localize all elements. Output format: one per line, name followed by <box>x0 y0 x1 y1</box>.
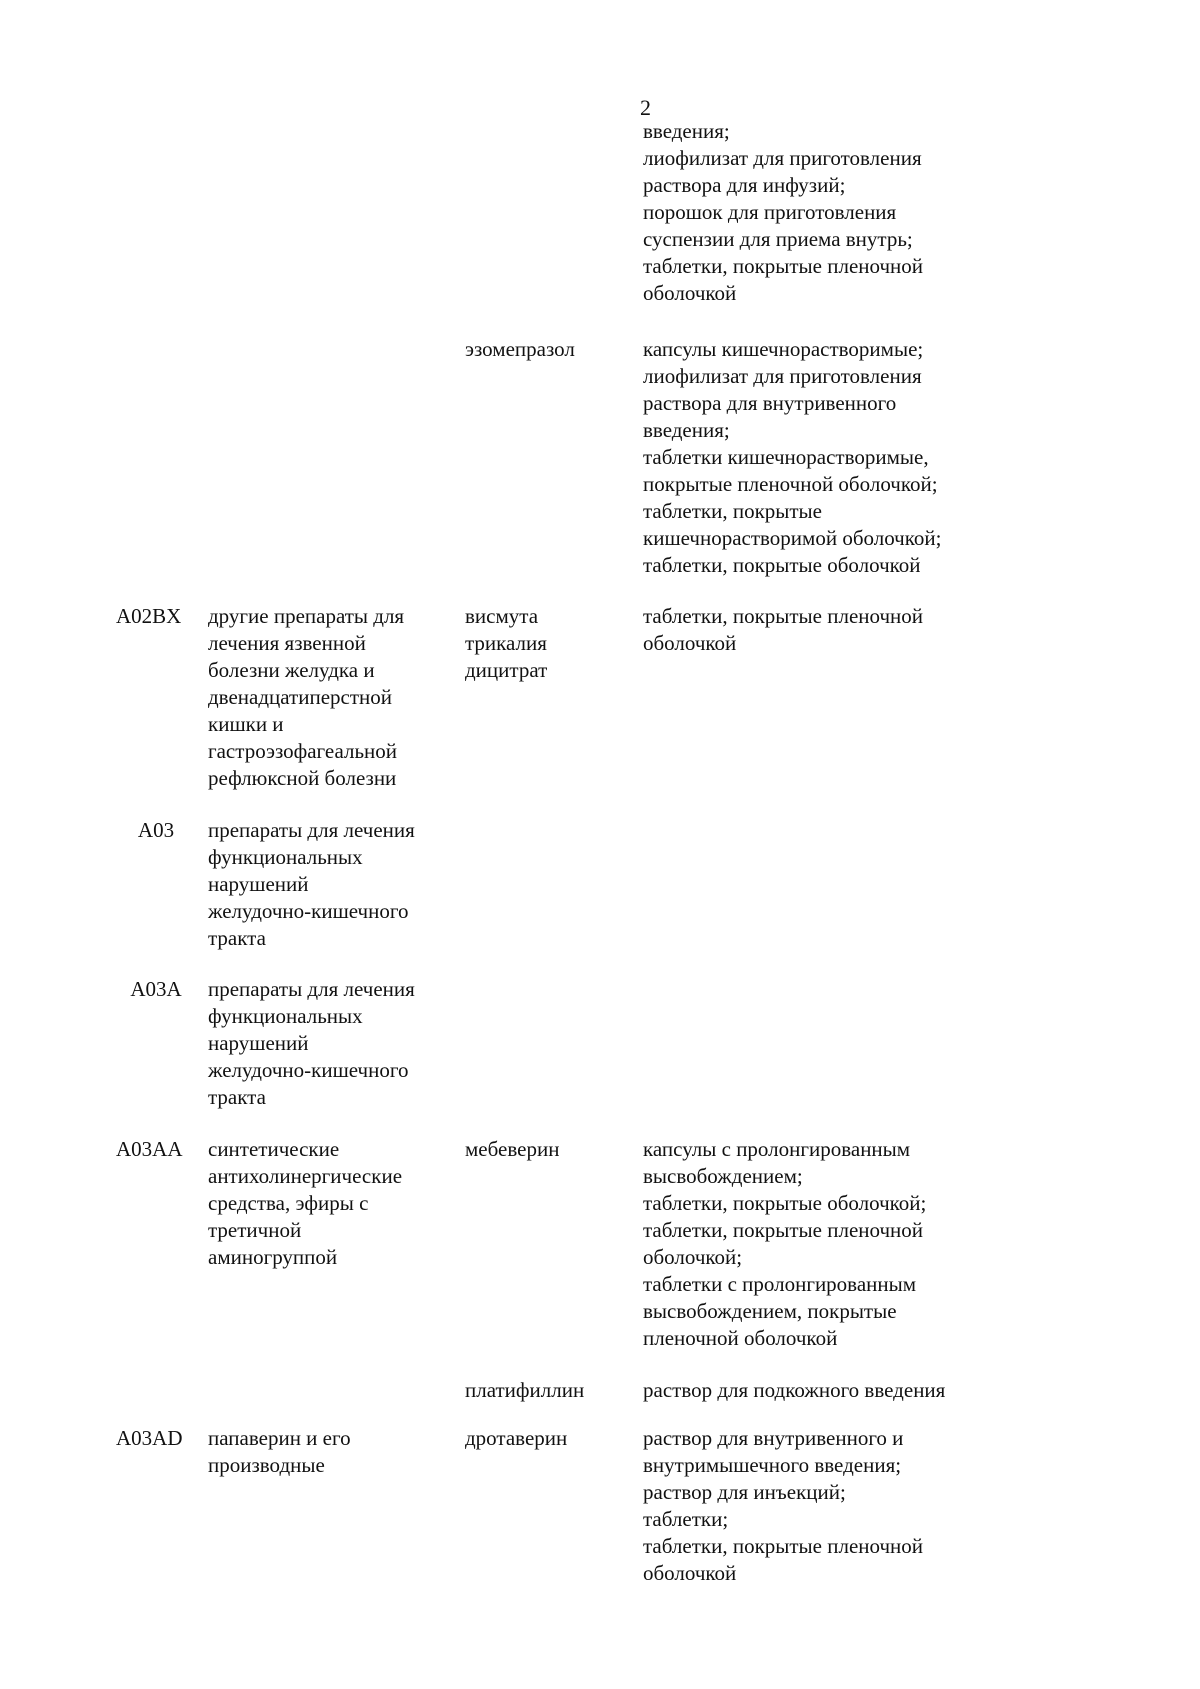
form-line: внутримышечного введения; <box>643 1453 902 1477</box>
group-line: третичной <box>208 1218 302 1242</box>
form-line: таблетки, покрытые оболочкой; <box>643 1191 927 1215</box>
drug-name <box>465 1425 635 1452</box>
form-line: капсулы кишечнорастворимые; <box>643 337 924 361</box>
drug-line: платифиллин <box>465 1378 585 1402</box>
page-number: 2 <box>640 95 651 120</box>
group-line: двенадцатиперстной <box>208 685 393 709</box>
group-line: препараты для лечения <box>208 977 415 1001</box>
form-line: капсулы с пролонгированным <box>643 1137 911 1161</box>
group-line: средства, эфиры с <box>208 1191 369 1215</box>
group-line: синтетические <box>208 1137 340 1161</box>
form-line: покрытые пленочной оболочкой; <box>643 472 938 496</box>
drug-line: мебеверин <box>465 1137 560 1161</box>
drug-name <box>465 336 635 363</box>
form-line: лиофилизат для приготовления <box>643 364 922 388</box>
drug-name <box>465 603 635 684</box>
form-line: таблетки, покрытые пленочной <box>643 1534 924 1558</box>
form-line: таблетки кишечнорастворимые, <box>643 445 929 469</box>
group-line: желудочно-кишечного <box>208 899 409 923</box>
drug-name <box>465 1377 635 1404</box>
form-line: раствор для внутривенного и <box>643 1426 904 1450</box>
form-line: высвобождением, покрытые <box>643 1299 897 1323</box>
form-line: оболочкой <box>643 281 737 305</box>
form-line: раствора для внутривенного <box>643 391 897 415</box>
dosage-forms <box>643 1377 1183 1404</box>
pharmacological-group <box>208 976 458 1111</box>
drug-line: дицитрат <box>465 658 548 682</box>
pharmacological-group <box>208 817 458 952</box>
group-line: болезни желудка и <box>208 658 375 682</box>
form-line: суспензии для приема внутрь; <box>643 227 913 251</box>
drug-line: дротаверин <box>465 1426 568 1450</box>
pharmacological-group <box>208 1136 458 1271</box>
atc-code: A03AA <box>116 1137 183 1161</box>
group-line: нарушений <box>208 872 309 896</box>
atc-code: A03 <box>137 818 175 842</box>
drug-name <box>465 1136 635 1163</box>
pharmacological-group <box>208 1425 458 1479</box>
form-line: таблетки, покрытые оболочкой <box>643 553 921 577</box>
form-line: порошок для приготовления <box>643 200 897 224</box>
form-line: введения; <box>643 418 730 442</box>
form-line: таблетки, покрытые пленочной <box>643 604 924 628</box>
group-line: папаверин и его <box>208 1426 351 1450</box>
form-line: таблетки; <box>643 1507 729 1531</box>
pharmacological-group <box>208 603 458 792</box>
atc-code: A03AD <box>116 1426 183 1450</box>
drug-line: эзомепразол <box>465 337 575 361</box>
group-line: функциональных <box>208 845 363 869</box>
form-line: оболочкой <box>643 1561 737 1585</box>
group-line: гастроэзофагеальной <box>208 739 398 763</box>
dosage-forms <box>643 118 1183 307</box>
group-line: нарушений <box>208 1031 309 1055</box>
dosage-forms <box>643 336 1183 579</box>
form-line: оболочкой <box>643 631 737 655</box>
form-line: таблетки, покрытые пленочной <box>643 1218 924 1242</box>
drug-line: трикалия <box>465 631 547 655</box>
group-line: кишки и <box>208 712 284 736</box>
form-line: лиофилизат для приготовления <box>643 146 922 170</box>
form-line: раствора для инфузий; <box>643 173 846 197</box>
group-line: антихолинергические <box>208 1164 403 1188</box>
atc-code: A02BX <box>116 604 182 628</box>
dosage-forms <box>643 1136 1183 1352</box>
form-line: раствор для подкожного введения <box>643 1378 946 1402</box>
drug-line: висмута <box>465 604 539 628</box>
group-line: желудочно-кишечного <box>208 1058 409 1082</box>
group-line: препараты для лечения <box>208 818 415 842</box>
group-line: тракта <box>208 1085 266 1109</box>
group-line: аминогруппой <box>208 1245 338 1269</box>
form-line: введения; <box>643 119 730 143</box>
group-line: функциональных <box>208 1004 363 1028</box>
form-line: таблетки с пролонгированным <box>643 1272 917 1296</box>
form-line: таблетки, покрытые пленочной <box>643 254 924 278</box>
form-line: кишечнорастворимой оболочкой; <box>643 526 942 550</box>
form-line: пленочной оболочкой <box>643 1326 838 1350</box>
group-line: тракта <box>208 926 266 950</box>
form-line: раствор для инъекций; <box>643 1480 846 1504</box>
dosage-forms <box>643 603 1183 657</box>
group-line: производные <box>208 1453 325 1477</box>
group-line: рефлюксной болезни <box>208 766 397 790</box>
dosage-forms <box>643 1425 1183 1587</box>
group-line: другие препараты для <box>208 604 405 628</box>
atc-code: A03A <box>130 977 182 1001</box>
form-line: оболочкой; <box>643 1245 743 1269</box>
form-line: высвобождением; <box>643 1164 803 1188</box>
form-line: таблетки, покрытые <box>643 499 822 523</box>
group-line: лечения язвенной <box>208 631 366 655</box>
